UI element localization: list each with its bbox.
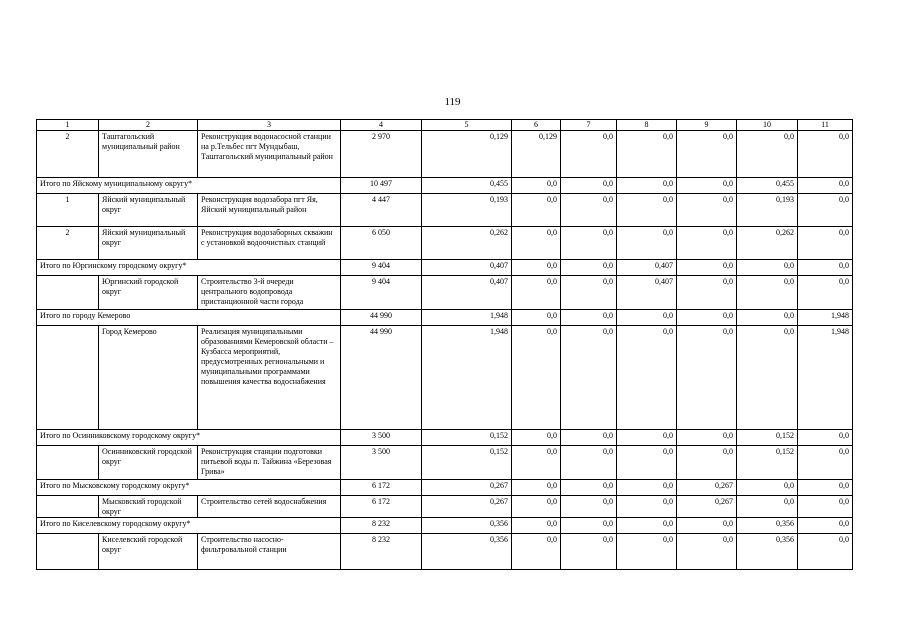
municipality-cell: Мысковский городской округ xyxy=(99,496,198,518)
value-cell: 0,0 xyxy=(737,260,798,276)
value-cell: 0,193 xyxy=(422,194,512,227)
value-cell: 0,0 xyxy=(617,480,677,496)
subtotal-label: Итого по Осинниковскому городскому округу* xyxy=(37,430,341,446)
value-cell: 0,407 xyxy=(617,276,677,310)
value-cell: 0,0 xyxy=(512,446,561,480)
value-cell: 0,0 xyxy=(798,131,853,178)
value-cell: 0,0 xyxy=(677,194,737,227)
value-cell: 0,0 xyxy=(798,446,853,480)
value-cell: 0,0 xyxy=(512,430,561,446)
value-cell: 0,0 xyxy=(561,260,617,276)
value-cell: 0,0 xyxy=(561,326,617,430)
value-cell: 0,0 xyxy=(798,496,853,518)
value-cell: 0,262 xyxy=(422,227,512,260)
value-cell: 0,152 xyxy=(422,430,512,446)
value-cell: 0,0 xyxy=(677,326,737,430)
value-cell: 0,356 xyxy=(422,518,512,534)
column-number-cell: 10 xyxy=(737,120,798,131)
subtotal-row xyxy=(37,310,853,326)
value-cell: 0,0 xyxy=(677,446,737,480)
column-number-cell: 8 xyxy=(617,120,677,131)
subtotal-row xyxy=(37,178,853,194)
value-cell: 9 404 xyxy=(341,260,422,276)
row-number-cell: 1 xyxy=(37,194,99,227)
column-number-cell: 4 xyxy=(341,120,422,131)
municipality-cell: Город Кемерово xyxy=(99,326,198,430)
value-cell: 1,948 xyxy=(798,310,853,326)
value-cell: 0,0 xyxy=(737,131,798,178)
value-cell: 0,0 xyxy=(512,227,561,260)
value-cell: 0,0 xyxy=(617,534,677,570)
value-cell: 0,0 xyxy=(677,518,737,534)
project-description-cell: Реконструкция водонасосной станции на р.Тельбес пгт Мундыбаш, Таштагольский муниципальный район xyxy=(198,131,341,178)
value-cell: 0,262 xyxy=(737,227,798,260)
value-cell: 3 500 xyxy=(341,446,422,480)
value-cell: 0,0 xyxy=(617,326,677,430)
value-cell: 0,0 xyxy=(617,518,677,534)
value-cell: 6 172 xyxy=(341,496,422,518)
value-cell: 0,0 xyxy=(512,518,561,534)
municipality-cell: Юргинский городской округ xyxy=(99,276,198,310)
value-cell: 0,0 xyxy=(561,480,617,496)
municipality-cell: Яйский муниципальный округ xyxy=(99,194,198,227)
value-cell: 0,407 xyxy=(617,260,677,276)
value-cell: 0,0 xyxy=(677,227,737,260)
row-number-cell xyxy=(37,496,99,518)
row-number-cell: 2 xyxy=(37,131,99,178)
value-cell: 0,0 xyxy=(512,310,561,326)
page-number: 119 xyxy=(444,96,461,108)
value-cell: 8 232 xyxy=(341,518,422,534)
value-cell: 0,0 xyxy=(617,446,677,480)
value-cell: 1,948 xyxy=(422,326,512,430)
column-number-cell: 2 xyxy=(99,120,198,131)
value-cell: 0,0 xyxy=(617,310,677,326)
table-row xyxy=(37,131,853,178)
value-cell: 0,0 xyxy=(561,518,617,534)
table-row xyxy=(37,534,853,570)
value-cell: 0,152 xyxy=(422,446,512,480)
municipality-cell: Яйский муниципальный округ xyxy=(99,227,198,260)
value-cell: 0,0 xyxy=(677,276,737,310)
subtotal-row xyxy=(37,260,853,276)
value-cell: 0,356 xyxy=(422,534,512,570)
value-cell: 0,0 xyxy=(798,534,853,570)
value-cell: 0,267 xyxy=(677,496,737,518)
value-cell: 0,0 xyxy=(677,260,737,276)
table-row xyxy=(37,446,853,480)
value-cell: 0,0 xyxy=(617,178,677,194)
value-cell: 4 447 xyxy=(341,194,422,227)
project-description-cell: Реализация муниципальными образованиями Кемеровской области – Кузбасса мероприятий, предусмотренных региональными и муниципальными программами повышения качества водоснабжения xyxy=(198,326,341,430)
value-cell: 0,0 xyxy=(737,310,798,326)
project-description-cell: Строительство сетей водоснабжения xyxy=(198,496,341,518)
subtotal-row xyxy=(37,480,853,496)
row-number-cell xyxy=(37,534,99,570)
value-cell: 0,0 xyxy=(512,326,561,430)
table-body xyxy=(37,120,853,570)
municipality-cell: Киселевский городской округ xyxy=(99,534,198,570)
row-number-cell xyxy=(37,326,99,430)
value-cell: 0,193 xyxy=(737,194,798,227)
value-cell: 0,356 xyxy=(737,518,798,534)
value-cell: 0,0 xyxy=(512,260,561,276)
project-description-cell: Строительство 3-й очереди центрального водопровода пристанционной части города xyxy=(198,276,341,310)
value-cell: 0,0 xyxy=(798,480,853,496)
value-cell: 0,0 xyxy=(798,518,853,534)
value-cell: 0,0 xyxy=(561,310,617,326)
value-cell: 0,0 xyxy=(561,430,617,446)
value-cell: 0,0 xyxy=(798,276,853,310)
value-cell: 0,0 xyxy=(677,310,737,326)
subtotal-row xyxy=(37,518,853,534)
value-cell: 0,455 xyxy=(737,178,798,194)
value-cell: 0,0 xyxy=(798,430,853,446)
subtotal-label: Итого по Юргинскому городскому округу* xyxy=(37,260,341,276)
value-cell: 8 232 xyxy=(341,534,422,570)
column-number-row xyxy=(37,120,853,131)
project-description-cell: Реконструкция водозабора пгт Яя, Яйский муниципальный район xyxy=(198,194,341,227)
value-cell: 0,0 xyxy=(617,430,677,446)
project-description-cell: Реконструкция станции подготовки питьевой воды п. Тайжина «Березовая Грива» xyxy=(198,446,341,480)
value-cell: 0,455 xyxy=(422,178,512,194)
value-cell: 0,0 xyxy=(561,178,617,194)
value-cell: 0,152 xyxy=(737,430,798,446)
funding-table xyxy=(36,119,853,570)
value-cell: 1,948 xyxy=(798,326,853,430)
value-cell: 10 497 xyxy=(341,178,422,194)
subtotal-label: Итого по Мысковскому городскому округу* xyxy=(37,480,341,496)
value-cell: 0,0 xyxy=(737,496,798,518)
project-description-cell: Строительство насосно-фильтровальной станции xyxy=(198,534,341,570)
column-number-cell: 1 xyxy=(37,120,99,131)
table-row xyxy=(37,496,853,518)
table-row xyxy=(37,227,853,260)
value-cell: 2 970 xyxy=(341,131,422,178)
value-cell: 0,0 xyxy=(737,480,798,496)
column-number-cell: 9 xyxy=(677,120,737,131)
table-row xyxy=(37,276,853,310)
value-cell: 0,0 xyxy=(617,131,677,178)
value-cell: 0,267 xyxy=(677,480,737,496)
value-cell: 9 404 xyxy=(341,276,422,310)
value-cell: 0,0 xyxy=(512,178,561,194)
value-cell: 0,0 xyxy=(798,260,853,276)
value-cell: 0,0 xyxy=(512,480,561,496)
value-cell: 0,129 xyxy=(512,131,561,178)
value-cell: 0,407 xyxy=(422,260,512,276)
row-number-cell xyxy=(37,276,99,310)
value-cell: 0,0 xyxy=(617,227,677,260)
value-cell: 0,0 xyxy=(512,194,561,227)
value-cell: 0,0 xyxy=(512,276,561,310)
value-cell: 6 172 xyxy=(341,480,422,496)
row-number-cell: 2 xyxy=(37,227,99,260)
value-cell: 0,0 xyxy=(677,131,737,178)
value-cell: 0,0 xyxy=(677,534,737,570)
value-cell: 0,0 xyxy=(677,178,737,194)
column-number-cell: 11 xyxy=(798,120,853,131)
value-cell: 44 990 xyxy=(341,326,422,430)
project-description-cell: Реконструкция водозаборных скважин с установкой водоочистных станций xyxy=(198,227,341,260)
value-cell: 0,267 xyxy=(422,496,512,518)
value-cell: 0,0 xyxy=(737,326,798,430)
value-cell: 0,407 xyxy=(422,276,512,310)
value-cell: 0,129 xyxy=(422,131,512,178)
row-number-cell xyxy=(37,446,99,480)
column-number-cell: 5 xyxy=(422,120,512,131)
value-cell: 0,152 xyxy=(737,446,798,480)
value-cell: 0,0 xyxy=(798,194,853,227)
municipality-cell: Осинниковский городской округ xyxy=(99,446,198,480)
column-number-cell: 7 xyxy=(561,120,617,131)
value-cell: 1,948 xyxy=(422,310,512,326)
value-cell: 0,0 xyxy=(798,227,853,260)
value-cell: 44 990 xyxy=(341,310,422,326)
table-row xyxy=(37,194,853,227)
value-cell: 0,0 xyxy=(677,430,737,446)
value-cell: 0,356 xyxy=(737,534,798,570)
subtotal-label: Итого по городу Кемерово xyxy=(37,310,341,326)
column-number-cell: 3 xyxy=(198,120,341,131)
value-cell: 0,0 xyxy=(561,496,617,518)
municipality-cell: Таштагольский муниципальный район xyxy=(99,131,198,178)
value-cell: 0,0 xyxy=(617,496,677,518)
value-cell: 0,0 xyxy=(512,534,561,570)
value-cell: 0,0 xyxy=(561,534,617,570)
value-cell: 0,0 xyxy=(512,496,561,518)
value-cell: 6 050 xyxy=(341,227,422,260)
value-cell: 0,0 xyxy=(737,276,798,310)
value-cell: 0,0 xyxy=(561,446,617,480)
value-cell: 0,0 xyxy=(561,227,617,260)
value-cell: 0,0 xyxy=(798,178,853,194)
value-cell: 0,0 xyxy=(617,194,677,227)
column-number-cell: 6 xyxy=(512,120,561,131)
table-row xyxy=(37,326,853,430)
subtotal-label: Итого по Киселевскому городскому округу* xyxy=(37,518,341,534)
value-cell: 3 500 xyxy=(341,430,422,446)
value-cell: 0,0 xyxy=(561,194,617,227)
subtotal-label: Итого по Яйскому муниципальному округу* xyxy=(37,178,341,194)
value-cell: 0,0 xyxy=(561,131,617,178)
subtotal-row xyxy=(37,430,853,446)
value-cell: 0,0 xyxy=(561,276,617,310)
value-cell: 0,267 xyxy=(422,480,512,496)
